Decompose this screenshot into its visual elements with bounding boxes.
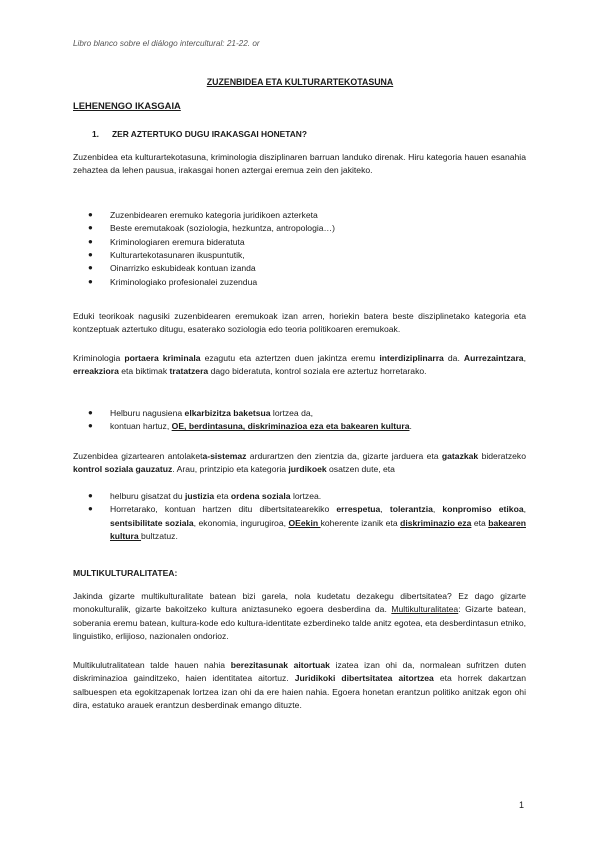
bold-term: interdiziplinarra xyxy=(379,353,444,363)
section-heading-text: ZER AZTERTUKO DUGU IRAKASGAI HONETAN? xyxy=(112,129,307,139)
goals-list xyxy=(88,407,526,434)
bullet-icon: ● xyxy=(88,276,93,286)
document-title: ZUZENBIDEA ETA KULTURARTEKOTASUNA xyxy=(206,77,394,87)
bullet-icon: ● xyxy=(88,263,93,273)
list-item: ● helburu gisatzat du justizia eta ordena soziala lortzea. xyxy=(88,491,322,501)
intro-paragraph: Zuzenbidea eta kulturartekotasuna, kriminologia disziplinaren barruan landuko direnak. Hiru kategoria hauen esanahia zehaztea da lehen pausua, irakasgai honen aztergai eremua zein den jakiteko. xyxy=(73,152,526,176)
bullet-icon: ● xyxy=(88,491,93,500)
bullet-icon: ● xyxy=(88,421,93,431)
bold-term: tratatzera xyxy=(169,366,209,377)
header-note: Libro blanco sobre el diálogo intercultural: 21-22. or xyxy=(73,39,260,48)
law-list xyxy=(88,490,526,543)
list-item: ● Helburu nagusiena elkarbizitza baketsua lortzea da, xyxy=(88,408,314,418)
bold-term: portaera kriminala xyxy=(124,353,201,363)
list-item: ● Kriminologiaren eremura bideratuta xyxy=(88,236,245,247)
section-number: 1. xyxy=(92,129,99,139)
bullet-icon: ● xyxy=(88,504,93,514)
bullet-icon: ● xyxy=(88,223,93,233)
criminology-paragraph: Kriminologia portaera kriminala ezagutu eta aztertzen duen jakintza eremu interdiziplinarra da. Aurrezaintzara, erreakziora eta biktimak tratatzera dago bideratuta, kontrol soziala ere aztertuz horretarako. xyxy=(73,353,526,377)
bullet-icon: ● xyxy=(88,249,93,259)
multiculturality-paragraph-1: Jakinda gizarte multikulturalitate batean bizi garela, nola kudetatu dezakegu dibertsitatea? Ez dago gizarte monokulturalik, gizarte bakoitzeko kultura aniztasuneko egoera desberdina da. Multikulturalitatea: Gizarte batean, soberania eremu batean, kultura-kode edo kultura-identitate ezberdineko talde anitz egotea, eta desberdintasun etniko, linguistiko, erlijioso, nazionalen ondorioz. xyxy=(73,591,526,641)
bullet-icon: ● xyxy=(88,236,93,246)
bold-term: erreakziora xyxy=(73,366,119,377)
bold-term: Aurrezaintzara xyxy=(463,353,524,363)
law-paragraph: Zuzenbidea gizartearen antolaketa-sistemaz ardurartzen den zientzia da, gizarte jarduera eta gatazkak bideratzeko kontrol soziala gauzatuz. Arau, printzipio eta kategoria jurdikoek osatzen dute, eta xyxy=(73,451,526,475)
theory-paragraph: Eduki teorikoak nagusiki zuzenbidearen eremukoak izan arren, horiekin batera beste disziplinetako kategoria eta kontzeptuak aztertuko ditugu, esaterako soziologia edo teoria politikoaren eremukoak. xyxy=(73,311,526,335)
list-item: ● Zuzenbidearen eremuko kategoria juridikoen azterketa xyxy=(88,210,318,220)
bullet-icon: ● xyxy=(88,210,93,219)
page-number: 1 xyxy=(519,800,525,810)
list-item: ● Kriminologiako profesionalei zuzendua xyxy=(88,276,258,287)
multiculturality-heading: MULTIKULTURALITATEA: xyxy=(73,568,178,578)
list-item: ● kontuan hartuz, OE, berdintasuna, diskriminazioa eza eta bakearen kultura. xyxy=(88,421,412,432)
topics-list xyxy=(88,209,526,289)
bullet-icon: ● xyxy=(88,408,93,417)
multiculturality-paragraph-2: Multikulutralitatean talde hauen nahia berezitasunak aitortuak izatea izan ohi da, normalean sufritzen duten diskriminazioa gainditzeko, haien identitatea aitortuz. Juridikoki dibertsitatea aitortzea eta horrek dakartzan salbuespen eta egokitzapenak lortzea izan ohi da ere haien nahia. Egoera honetan erantzun politiko anitzak egon ohi dira, estatuko arauek erantzun desberdinak emango dituzte. xyxy=(73,660,526,710)
list-item: ● Beste eremutakoak (soziologia, hezkuntza, antropologia…) xyxy=(88,223,335,234)
section-heading xyxy=(92,128,307,141)
lesson-title: LEHENENGO IKASGAIA xyxy=(73,100,181,111)
list-item: ● Oinarrizko eskubideak kontuan izanda xyxy=(88,263,256,274)
list-item: ● Kulturartekotasunaren ikuspuntutik, xyxy=(88,249,245,260)
list-item: ● Horretarako, kontuan hartzen ditu dibertsitatearekiko errespetua, tolerantzia, konpromiso etikoa, sentsibilitate soziala, ekonomia, ingurugiroa, OEekin koherente izanik eta diskriminazio eza eta bakearen kultura bultzatuz. xyxy=(88,504,526,541)
